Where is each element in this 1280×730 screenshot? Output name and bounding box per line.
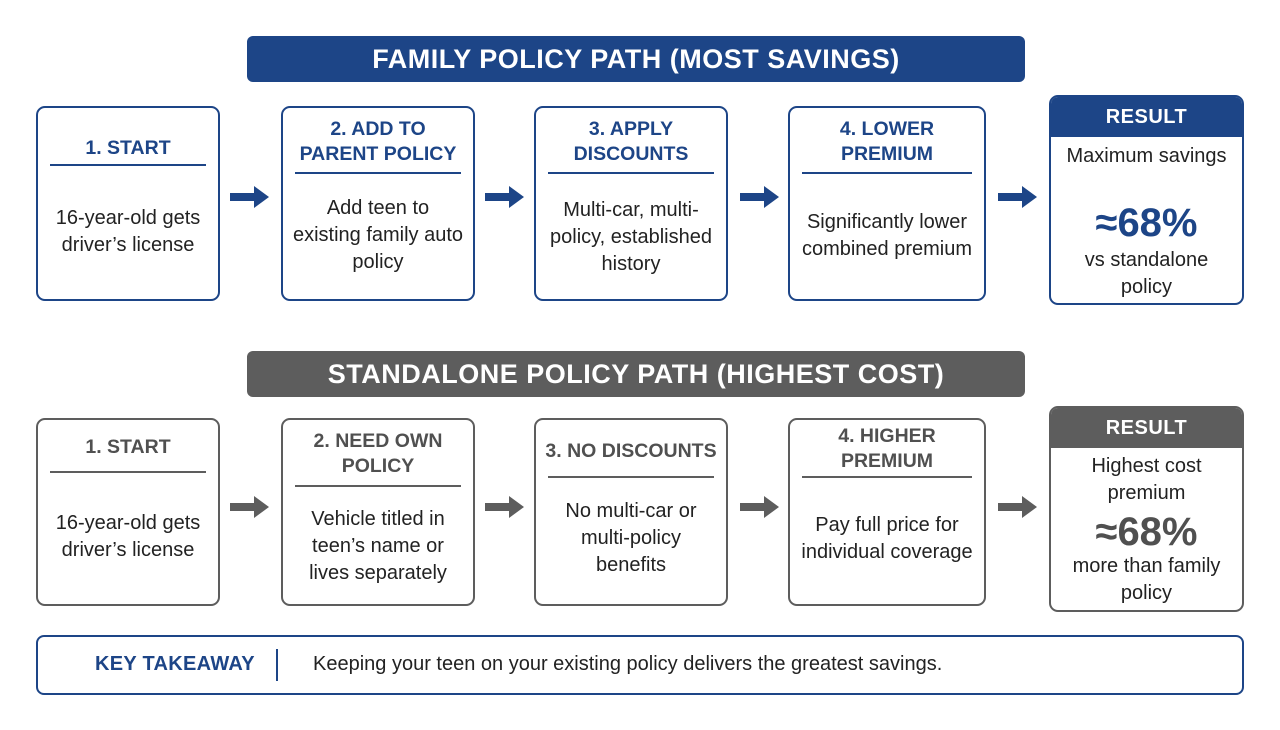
right-arrow-icon bbox=[230, 184, 270, 210]
standalone-step-4 bbox=[788, 418, 986, 606]
standalone-step-2 bbox=[281, 418, 475, 606]
family-step-1-title: 1. START bbox=[85, 136, 171, 159]
standalone-step-2-title: 2. NEED OWN POLICY bbox=[313, 430, 443, 477]
family-step-2-divider bbox=[295, 172, 461, 174]
family-step-2-body: Add teen to existing family auto policy bbox=[292, 196, 464, 273]
family-step-1-body: 16-year-old gets driver’s license bbox=[55, 207, 201, 256]
standalone-step-3-body: No multi-car or multi-policy benefits bbox=[565, 499, 697, 576]
family-result-header: RESULT bbox=[1051, 97, 1242, 137]
family-result bbox=[1049, 95, 1244, 305]
right-arrow-icon bbox=[740, 184, 780, 210]
standalone-step-4-body: Pay full price for individual coverage bbox=[801, 514, 973, 563]
family-step-4-divider bbox=[802, 172, 972, 174]
family-path-banner: FAMILY POLICY PATH (MOST SAVINGS) bbox=[247, 36, 1025, 82]
family-step-4 bbox=[788, 106, 986, 301]
key-takeaway-label: KEY TAKEAWAY bbox=[95, 653, 255, 675]
family-step-4-body: Significantly lower combined premium bbox=[801, 211, 973, 260]
right-arrow-icon bbox=[485, 184, 525, 210]
key-takeaway-box bbox=[36, 635, 1244, 695]
family-step-3 bbox=[534, 106, 728, 301]
right-arrow-icon bbox=[998, 184, 1038, 210]
family-step-1 bbox=[36, 106, 220, 301]
standalone-step-1-body: 16-year-old gets driver’s license bbox=[55, 512, 201, 561]
standalone-step-2-body: Vehicle titled in teen’s name or lives separately bbox=[309, 507, 447, 584]
standalone-result-line-top: Highest cost premium bbox=[1091, 455, 1202, 504]
standalone-result-figure: ≈68% bbox=[1095, 510, 1198, 554]
standalone-step-2-divider bbox=[295, 485, 461, 487]
family-step-3-body: Multi-car, multi-policy, established history bbox=[550, 198, 712, 275]
standalone-step-3-divider bbox=[548, 476, 714, 478]
family-step-1-divider bbox=[50, 164, 206, 166]
standalone-step-1-divider bbox=[50, 471, 206, 473]
right-arrow-icon bbox=[998, 494, 1038, 520]
family-step-3-title: 3. APPLY DISCOUNTS bbox=[573, 118, 689, 165]
standalone-path-banner: STANDALONE POLICY PATH (HIGHEST COST) bbox=[247, 351, 1025, 397]
standalone-step-3-title: 3. NO DISCOUNTS bbox=[545, 439, 717, 462]
standalone-result bbox=[1049, 406, 1244, 612]
key-takeaway-divider bbox=[276, 649, 278, 681]
family-step-2 bbox=[281, 106, 475, 301]
standalone-step-3 bbox=[534, 418, 728, 606]
standalone-result-line-bottom: more than family policy bbox=[1072, 555, 1221, 604]
standalone-step-4-divider bbox=[802, 476, 972, 478]
standalone-result-header: RESULT bbox=[1051, 408, 1242, 448]
family-step-2-title: 2. ADD TO PARENT POLICY bbox=[299, 118, 457, 165]
right-arrow-icon bbox=[485, 494, 525, 520]
family-step-4-title: 4. LOWER PREMIUM bbox=[839, 118, 935, 165]
right-arrow-icon bbox=[230, 494, 270, 520]
standalone-step-1 bbox=[36, 418, 220, 606]
standalone-step-4-title: 4. HIGHER PREMIUM bbox=[838, 425, 936, 472]
family-result-line-top: Maximum savings bbox=[1066, 145, 1227, 167]
standalone-step-1-title: 1. START bbox=[85, 435, 171, 458]
key-takeaway-text: Keeping your teen on your existing policy delivers the greatest savings. bbox=[313, 653, 943, 675]
family-result-line-bottom: vs standalone policy bbox=[1084, 249, 1209, 298]
family-step-3-divider bbox=[548, 172, 714, 174]
family-result-figure: ≈68% bbox=[1095, 201, 1198, 245]
right-arrow-icon bbox=[740, 494, 780, 520]
